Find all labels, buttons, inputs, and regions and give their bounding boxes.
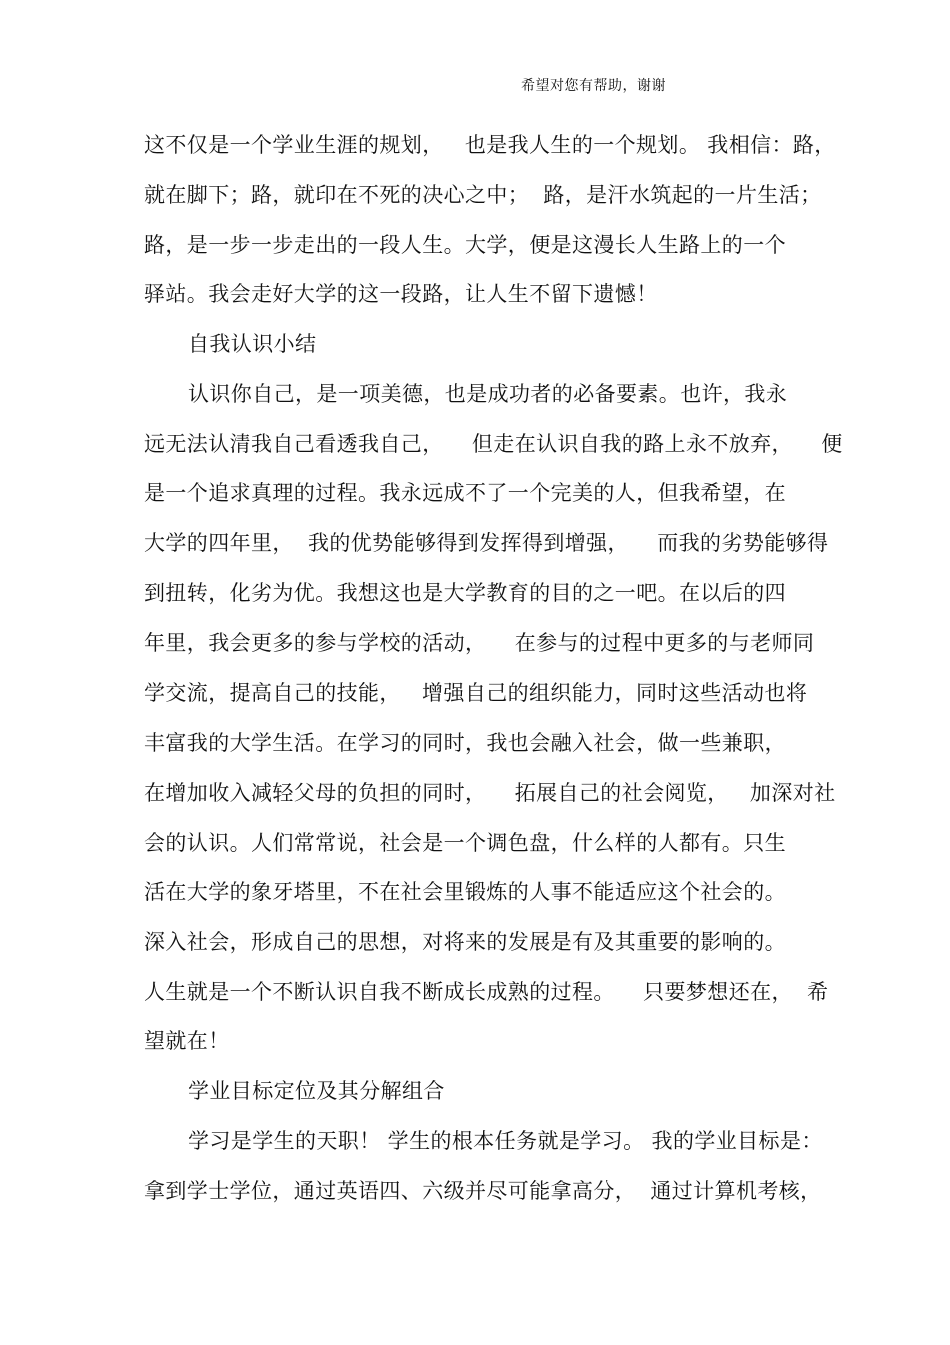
body-line-1: 这不仅是一个学业生涯的规划， 也是我人生的一个规划。 我相信：路， xyxy=(144,133,836,157)
body-line-6: 认识你自己，是一项美德，也是成功者的必备要素。也许，我永 xyxy=(188,382,788,406)
body-line-21: 学习是学生的天职！ 学生的根本任务就是学习。 我的学业目标是： xyxy=(188,1129,823,1153)
body-line-2: 就在脚下；路，就印在不死的决心之中； 路，是汗水筑起的一片生活； xyxy=(144,183,822,207)
body-line-13: 丰富我的大学生活。在学习的同时，我也会融入社会，做一些兼职， xyxy=(144,731,786,755)
body-line-22: 拿到学士学位，通过英语四、六级并尽可能拿高分， 通过计算机考核， xyxy=(144,1179,822,1203)
body-line-7: 远无法认清我自己看透我自己， 但走在认识自我的路上永不放弃， 便 xyxy=(144,432,843,456)
body-line-3: 路，是一步一步走出的一段人生。大学，便是这漫长人生路上的一个 xyxy=(144,233,786,257)
body-line-12: 学交流，提高自己的技能， 增强自己的组织能力，同时这些活动也将 xyxy=(144,681,808,705)
body-line-11: 年里，我会更多的参与学校的活动， 在参与的过程中更多的与老师同 xyxy=(144,631,815,655)
body-line-10: 到扭转，化劣为优。我想这也是大学教育的目的之一吧。在以后的四 xyxy=(144,581,786,605)
body-line-19: 望就在！ xyxy=(144,1029,230,1053)
section-heading-academic-goals: 学业目标定位及其分解组合 xyxy=(188,1079,445,1103)
body-line-16: 活在大学的象牙塔里，不在社会里锻炼的人事不能适应这个社会的。 xyxy=(144,880,786,904)
body-line-15: 会的认识。人们常常说，社会是一个调色盘，什么样的人都有。只生 xyxy=(144,831,786,855)
body-line-4: 驿站。我会走好大学的这一段路，让人生不留下遗憾！ xyxy=(144,282,658,306)
body-line-9: 大学的四年里， 我的优势能够得到发挥得到增强， 而我的劣势能够得 xyxy=(144,531,829,555)
page-header: 希望对您有帮助，谢谢 xyxy=(521,78,666,94)
body-line-8: 是一个追求真理的过程。我永远成不了一个完美的人，但我希望，在 xyxy=(144,481,786,505)
section-heading-self-awareness: 自我认识小结 xyxy=(188,332,317,356)
body-line-18: 人生就是一个不断认识自我不断成长成熟的过程。 只要梦想还在， 希 xyxy=(144,980,829,1004)
body-line-14: 在增加收入减轻父母的负担的同时， 拓展自己的社会阅览， 加深对社 xyxy=(144,781,836,805)
body-line-17: 深入社会，形成自己的思想，对将来的发展是有及其重要的影响的。 xyxy=(144,930,786,954)
